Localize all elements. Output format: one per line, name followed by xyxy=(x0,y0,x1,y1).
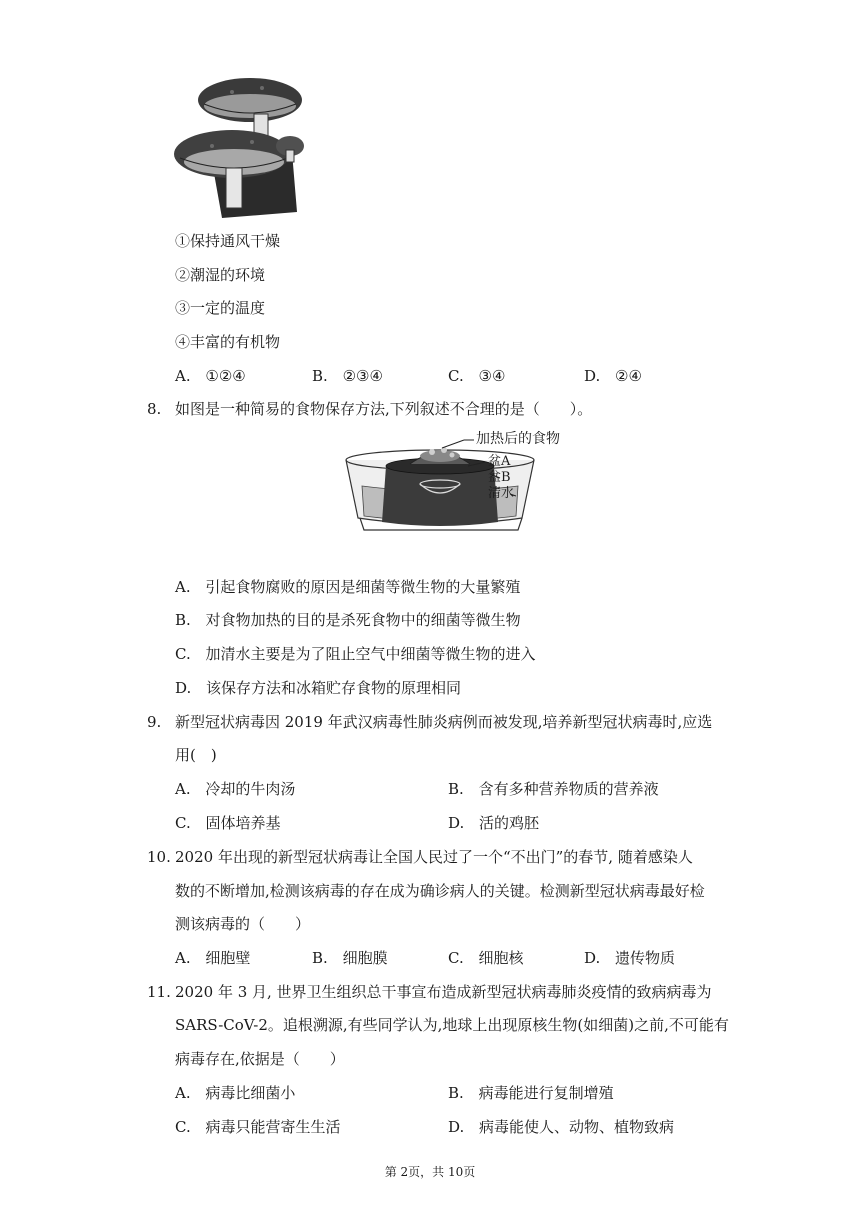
choice-letter: D. xyxy=(584,949,601,967)
choice-letter: A. xyxy=(175,780,191,798)
choice-letter: B. xyxy=(312,949,328,967)
q7-choice-c[interactable] xyxy=(448,366,505,386)
q7-option-3: ③一定的温度 xyxy=(175,299,266,317)
choice-letter: B. xyxy=(448,1084,464,1102)
page-footer: 第 2页，共 10页 xyxy=(384,1165,476,1179)
choice-letter: A. xyxy=(175,578,191,596)
choice-letter: B. xyxy=(312,367,328,385)
q10-choice-c[interactable] xyxy=(448,948,524,968)
q10-stem-line-1: 2020 年出现的新型冠状病毒让全国人民过了一个“不出门”的春节, 随着感染人 xyxy=(175,848,693,866)
choice-text: 病毒只能营寄生生活 xyxy=(205,1118,341,1136)
choice-letter: A. xyxy=(175,367,191,385)
choice-letter: C. xyxy=(448,949,464,967)
q9-number: 9. xyxy=(147,713,162,731)
q11-stem-line-3: 病毒存在,依据是（ ） xyxy=(175,1050,345,1068)
choice-text: 冷却的牛肉汤 xyxy=(205,780,296,798)
q9-stem-line-2: 用( ) xyxy=(175,746,217,764)
q8-choice-d[interactable] xyxy=(175,678,461,698)
q8-choice-b[interactable] xyxy=(175,610,521,630)
choice-text: 引起食物腐败的原因是细菌等微生物的大量繁殖 xyxy=(205,578,521,596)
figure-label-basin-b: 盆B xyxy=(488,470,511,485)
choice-text: 对食物加热的目的是杀死食物中的细菌等微生物 xyxy=(205,611,521,629)
choice-text: 遗传物质 xyxy=(615,949,676,967)
q8-choice-c[interactable] xyxy=(175,644,536,664)
q9-choice-a[interactable] xyxy=(175,779,295,799)
q11-choice-b[interactable] xyxy=(448,1083,614,1103)
q10-choice-a[interactable] xyxy=(175,948,250,968)
choice-letter: A. xyxy=(175,1084,191,1102)
q10-choice-d[interactable] xyxy=(584,948,675,968)
q11-stem-line-2: SARS-CoV-2。追根溯源,有些同学认为,地球上出现原核生物(如细菌)之前,不可能有 xyxy=(175,1016,729,1034)
q7-choice-a[interactable] xyxy=(175,366,246,386)
choice-text: 细胞膜 xyxy=(342,949,388,967)
figure-label-basin-a: 盆A xyxy=(488,454,511,469)
choice-letter: A. xyxy=(175,949,191,967)
q11-choice-d[interactable] xyxy=(448,1117,674,1137)
q11-choice-a[interactable] xyxy=(175,1083,295,1103)
choice-letter: C. xyxy=(175,1118,191,1136)
q7-option-2: ②潮湿的环境 xyxy=(175,266,266,284)
choice-text: 病毒比细菌小 xyxy=(205,1084,296,1102)
choice-text: ③④ xyxy=(478,367,506,385)
choice-letter: D. xyxy=(584,367,601,385)
choice-text: 活的鸡胚 xyxy=(479,814,540,832)
q9-choice-c[interactable] xyxy=(175,813,281,833)
choice-letter: D. xyxy=(448,1118,465,1136)
q10-choice-b[interactable] xyxy=(312,948,388,968)
q8-choice-a[interactable] xyxy=(175,577,520,597)
choice-letter: D. xyxy=(448,814,465,832)
choice-text: ②③④ xyxy=(342,367,383,385)
choice-text: 固体培养基 xyxy=(205,814,281,832)
choice-text: 细胞壁 xyxy=(205,949,251,967)
choice-letter: C. xyxy=(175,814,191,832)
q10-stem-line-2: 数的不断增加,检测该病毒的存在成为确诊病人的关键。检测新型冠状病毒最好检 xyxy=(175,882,705,900)
q7-choice-d[interactable] xyxy=(584,366,642,386)
q7-option-1: ①保持通风干燥 xyxy=(175,232,281,250)
choice-text: 病毒能进行复制增殖 xyxy=(478,1084,614,1102)
q8-number: 8. xyxy=(147,400,162,418)
choice-text: 含有多种营养物质的营养液 xyxy=(478,780,659,798)
q10-stem-line-3: 测该病毒的（ ） xyxy=(175,915,311,933)
q11-stem-line-1: 2020 年 3 月, 世界卫生组织总干事宣布造成新型冠状病毒肺炎疫情的致病病毒为 xyxy=(175,983,712,1001)
q7-option-4: ④丰富的有机物 xyxy=(175,333,281,351)
choice-letter: B. xyxy=(448,780,464,798)
choice-text: ①②④ xyxy=(205,367,246,385)
q8-stem: 如图是一种简易的食物保存方法,下列叙述不合理的是（ ）。 xyxy=(175,400,593,418)
figure-label-water: 清水 xyxy=(488,486,515,501)
q9-choice-d[interactable] xyxy=(448,813,539,833)
q11-choice-c[interactable] xyxy=(175,1117,341,1137)
q11-number: 11. xyxy=(147,983,171,1001)
choice-text: ②④ xyxy=(615,367,642,385)
q7-choice-b[interactable] xyxy=(312,366,383,386)
choice-text: 加清水主要是为了阻止空气中细菌等微生物的进入 xyxy=(205,645,536,663)
choice-letter: C. xyxy=(175,645,191,663)
figure-label-food: 加热后的食物 xyxy=(476,431,560,447)
q10-number: 10. xyxy=(147,848,171,866)
choice-letter: B. xyxy=(175,611,191,629)
choice-letter: C. xyxy=(448,367,464,385)
choice-text: 该保存方法和冰箱贮存食物的原理相同 xyxy=(206,679,462,697)
q9-stem-line-1: 新型冠状病毒因 2019 年武汉病毒性肺炎病例而被发现,培养新型冠状病毒时,应选 xyxy=(175,713,713,731)
q9-choice-b[interactable] xyxy=(448,779,659,799)
mushroom-illustration xyxy=(172,72,312,222)
choice-text: 病毒能使人、动物、植物致病 xyxy=(479,1118,675,1136)
choice-letter: D. xyxy=(175,679,192,697)
choice-text: 细胞核 xyxy=(478,949,524,967)
